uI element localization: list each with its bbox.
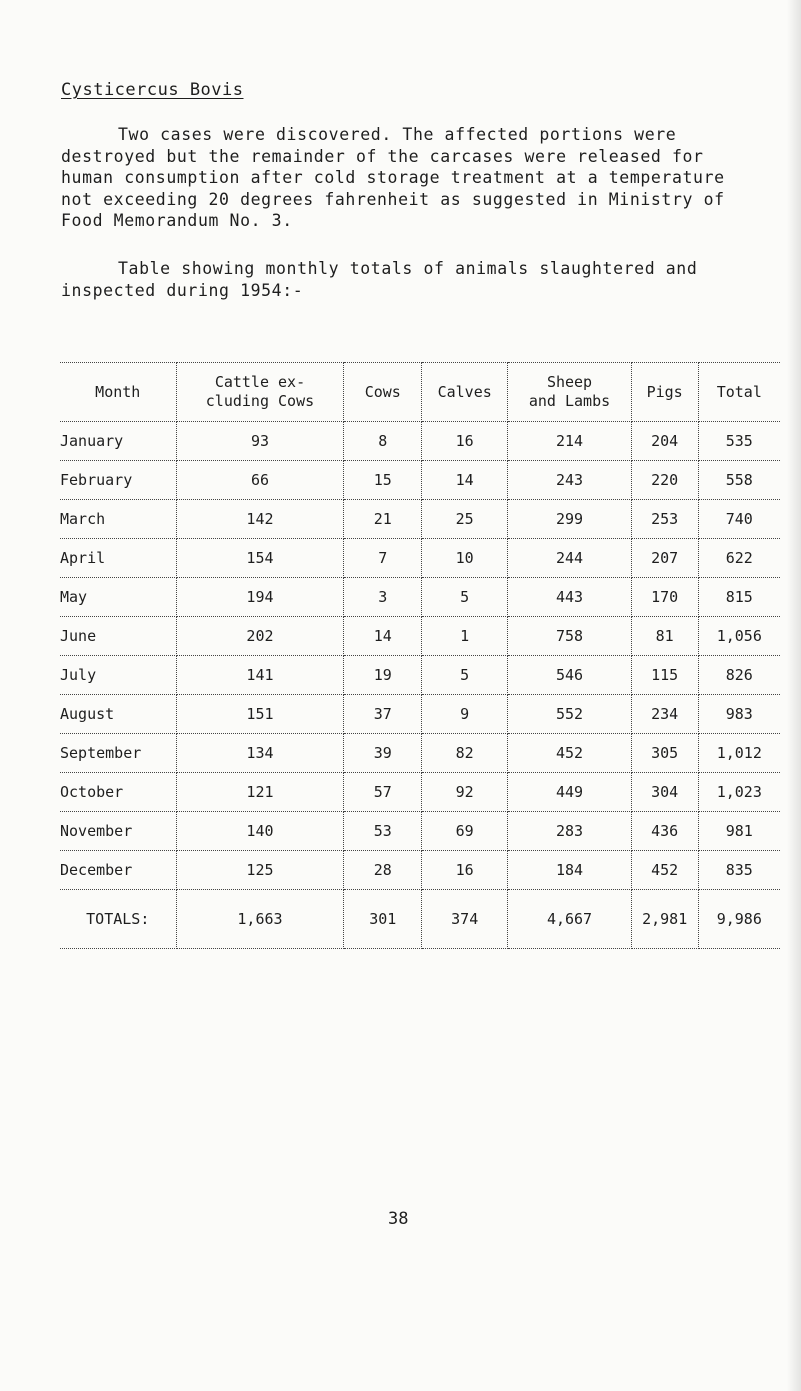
cell-total: 835 bbox=[698, 851, 780, 890]
text-line: inspected during 1954:- bbox=[61, 280, 304, 300]
cell-pigs: 81 bbox=[631, 617, 698, 656]
cell-month: October bbox=[60, 773, 176, 812]
cell-cows: 57 bbox=[344, 773, 422, 812]
total-sheep: 4,667 bbox=[508, 890, 631, 949]
cell-calves: 5 bbox=[422, 578, 508, 617]
header-cattle bbox=[176, 363, 344, 422]
slaughter-table bbox=[60, 362, 780, 949]
cell-pigs: 204 bbox=[631, 422, 698, 461]
cell-pigs: 115 bbox=[631, 656, 698, 695]
cell-sheep: 546 bbox=[508, 656, 631, 695]
cell-sheep: 243 bbox=[508, 461, 631, 500]
cell-sheep: 184 bbox=[508, 851, 631, 890]
table-row bbox=[60, 656, 780, 695]
cell-sheep: 283 bbox=[508, 812, 631, 851]
cell-total: 622 bbox=[698, 539, 780, 578]
table-row bbox=[60, 461, 780, 500]
header-month: Month bbox=[60, 363, 176, 422]
cell-pigs: 304 bbox=[631, 773, 698, 812]
cell-cows: 15 bbox=[344, 461, 422, 500]
totals-row bbox=[60, 890, 780, 949]
cell-total: 983 bbox=[698, 695, 780, 734]
cell-total: 740 bbox=[698, 500, 780, 539]
cell-cows: 28 bbox=[344, 851, 422, 890]
cell-calves: 92 bbox=[422, 773, 508, 812]
header-cattle-line2: cluding Cows bbox=[205, 392, 315, 410]
total-cows: 301 bbox=[344, 890, 422, 949]
cell-month: July bbox=[60, 656, 176, 695]
cell-cows: 19 bbox=[344, 656, 422, 695]
cell-total: 981 bbox=[698, 812, 780, 851]
cell-total: 826 bbox=[698, 656, 780, 695]
cell-sheep: 443 bbox=[508, 578, 631, 617]
cell-calves: 10 bbox=[422, 539, 508, 578]
table-row bbox=[60, 500, 780, 539]
cell-cattle: 121 bbox=[176, 773, 344, 812]
cell-cattle: 141 bbox=[176, 656, 344, 695]
cell-month: March bbox=[60, 500, 176, 539]
cell-total: 815 bbox=[698, 578, 780, 617]
page-number: 38 bbox=[388, 1209, 409, 1229]
cell-calves: 16 bbox=[422, 851, 508, 890]
cell-cows: 39 bbox=[344, 734, 422, 773]
header-calves: Calves bbox=[422, 363, 508, 422]
table-row bbox=[60, 617, 780, 656]
text-line: not exceeding 20 degrees fahrenheit as suggested in Ministry of bbox=[61, 189, 725, 209]
cell-total: 535 bbox=[698, 422, 780, 461]
paragraph-cysticercus bbox=[61, 124, 761, 232]
text-line: destroyed but the remainder of the carcases were released for bbox=[61, 146, 704, 166]
cell-cows: 53 bbox=[344, 812, 422, 851]
cell-sheep: 758 bbox=[508, 617, 631, 656]
cell-pigs: 170 bbox=[631, 578, 698, 617]
cell-cows: 8 bbox=[344, 422, 422, 461]
header-cattle-line1: Cattle ex- bbox=[214, 373, 306, 391]
cell-pigs: 253 bbox=[631, 500, 698, 539]
cell-total: 1,056 bbox=[698, 617, 780, 656]
cell-cattle: 66 bbox=[176, 461, 344, 500]
cell-month: May bbox=[60, 578, 176, 617]
cell-month: January bbox=[60, 422, 176, 461]
cell-cattle: 154 bbox=[176, 539, 344, 578]
cell-month: November bbox=[60, 812, 176, 851]
total-pigs: 2,981 bbox=[631, 890, 698, 949]
text-line: human consumption after cold storage treatment at a temperature bbox=[61, 168, 725, 187]
table-row bbox=[60, 734, 780, 773]
cell-calves: 69 bbox=[422, 812, 508, 851]
table-header-row bbox=[60, 363, 780, 422]
cell-cows: 3 bbox=[344, 578, 422, 617]
cell-sheep: 552 bbox=[508, 695, 631, 734]
cell-pigs: 234 bbox=[631, 695, 698, 734]
cell-cows: 7 bbox=[344, 539, 422, 578]
cell-sheep: 452 bbox=[508, 734, 631, 773]
cell-cattle: 140 bbox=[176, 812, 344, 851]
cell-calves: 9 bbox=[422, 695, 508, 734]
cell-cattle: 202 bbox=[176, 617, 344, 656]
cell-cows: 37 bbox=[344, 695, 422, 734]
cell-sheep: 299 bbox=[508, 500, 631, 539]
cell-cows: 14 bbox=[344, 617, 422, 656]
cell-total: 558 bbox=[698, 461, 780, 500]
table-row bbox=[60, 578, 780, 617]
cell-calves: 14 bbox=[422, 461, 508, 500]
header-pigs: Pigs bbox=[631, 363, 698, 422]
table-row bbox=[60, 812, 780, 851]
cell-pigs: 207 bbox=[631, 539, 698, 578]
text-line: Food Memorandum No. 3. bbox=[61, 211, 293, 230]
paragraph-table-intro bbox=[61, 258, 761, 301]
cell-month: April bbox=[60, 539, 176, 578]
header-sheep bbox=[508, 363, 631, 422]
table-row bbox=[60, 773, 780, 812]
cell-calves: 82 bbox=[422, 734, 508, 773]
cell-cattle: 125 bbox=[176, 851, 344, 890]
cell-cows: 21 bbox=[344, 500, 422, 539]
cell-cattle: 151 bbox=[176, 695, 344, 734]
total-calves: 374 bbox=[422, 890, 508, 949]
total-cattle: 1,663 bbox=[176, 890, 344, 949]
cell-month: September bbox=[60, 734, 176, 773]
header-total: Total bbox=[698, 363, 780, 422]
cell-sheep: 449 bbox=[508, 773, 631, 812]
page-edge-shadow bbox=[787, 0, 801, 1391]
cell-total: 1,023 bbox=[698, 773, 780, 812]
cell-cattle: 134 bbox=[176, 734, 344, 773]
section-heading: Cysticercus Bovis bbox=[61, 80, 244, 100]
cell-month: June bbox=[60, 617, 176, 656]
cell-sheep: 244 bbox=[508, 539, 631, 578]
header-cows: Cows bbox=[344, 363, 422, 422]
cell-total: 1,012 bbox=[698, 734, 780, 773]
cell-sheep: 214 bbox=[508, 422, 631, 461]
cell-pigs: 220 bbox=[631, 461, 698, 500]
cell-month: December bbox=[60, 851, 176, 890]
text-line: Two cases were discovered. The affected portions were bbox=[118, 125, 677, 144]
cell-month: August bbox=[60, 695, 176, 734]
totals-label: TOTALS: bbox=[60, 890, 176, 949]
cell-cattle: 93 bbox=[176, 422, 344, 461]
table-row bbox=[60, 851, 780, 890]
cell-cattle: 194 bbox=[176, 578, 344, 617]
grand-total: 9,986 bbox=[698, 890, 780, 949]
cell-pigs: 452 bbox=[631, 851, 698, 890]
cell-month: February bbox=[60, 461, 176, 500]
text-line: Table showing monthly totals of animals slaughtered and bbox=[118, 259, 698, 278]
table-row bbox=[60, 422, 780, 461]
cell-calves: 5 bbox=[422, 656, 508, 695]
header-sheep-line1: Sheep bbox=[546, 373, 593, 391]
cell-calves: 25 bbox=[422, 500, 508, 539]
cell-calves: 1 bbox=[422, 617, 508, 656]
cell-calves: 16 bbox=[422, 422, 508, 461]
table-row bbox=[60, 539, 780, 578]
cell-pigs: 436 bbox=[631, 812, 698, 851]
table-row bbox=[60, 695, 780, 734]
cell-cattle: 142 bbox=[176, 500, 344, 539]
cell-pigs: 305 bbox=[631, 734, 698, 773]
header-sheep-line2: and Lambs bbox=[528, 392, 611, 410]
